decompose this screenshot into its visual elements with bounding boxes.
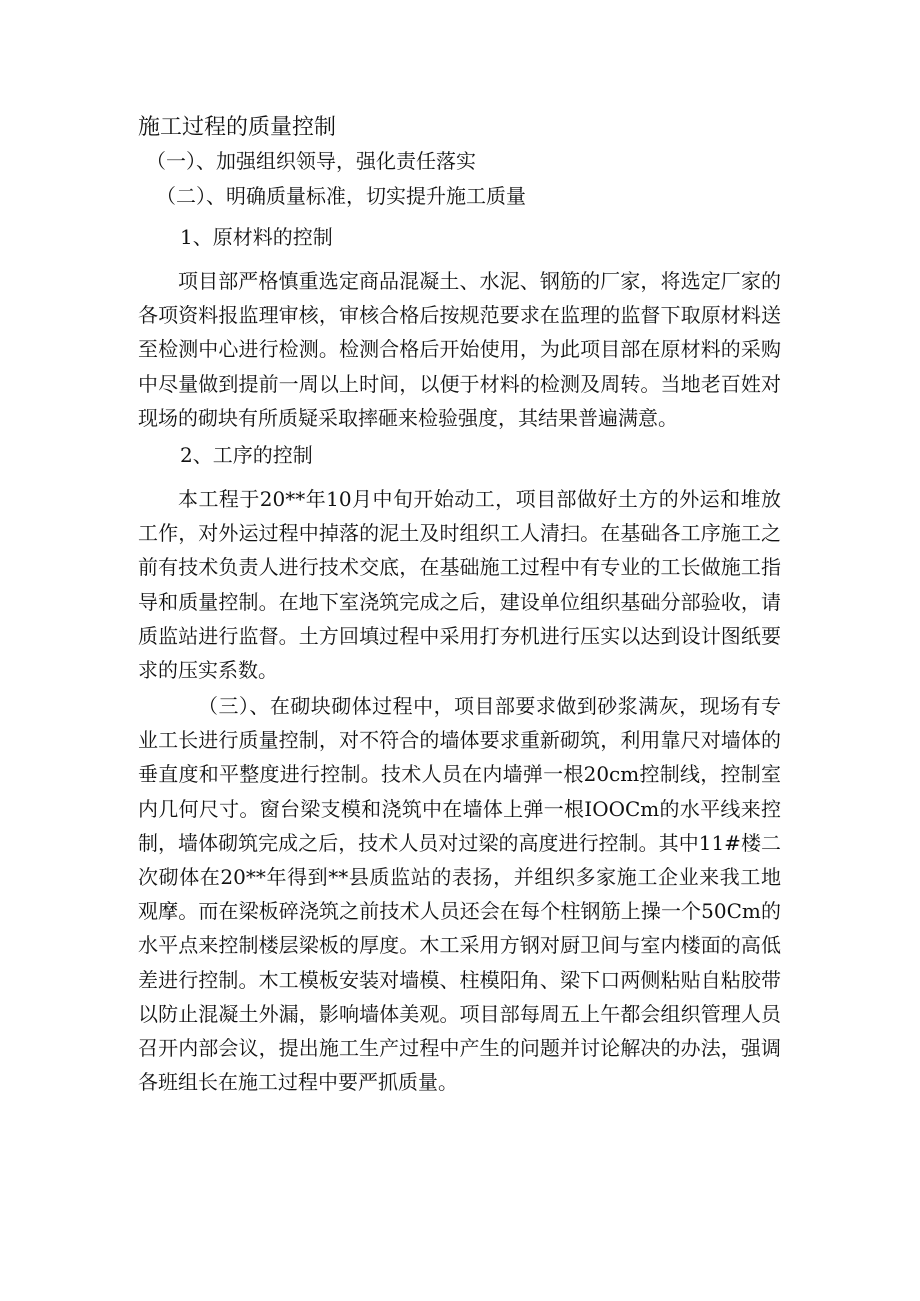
section-heading-1: （一）、加强组织领导，强化责任落实 [146,149,476,173]
paragraph-process-control: 本工程于20**年10月中旬开始动工，项目部做好土方的外运和堆放工作，对外运过程中掉落的泥土及时组织工人清扫。在基础各工序施工之前有技术负责人进行技术交底，在基础施工过程中有专业的工长做施工指导和质量控制。在地下室浇筑完成之后，建设单位组织基础分部验收，请质监站进行监督。土方回填过程中采用打夯机进行压实以达到设计图纸要求的压实系数。 [138,487,781,683]
section-heading-2: （二）、明确质量标准，切实提升施工质量 [156,184,526,208]
subsection-heading-2: 2、工序的控制 [180,443,313,467]
paragraph-raw-materials: 项目部严格慎重选定商品混凝土、水泥、钢筋的厂家，将选定厂家的各项资料报监理审核，审核合格后按规范要求在监理的监督下取原材料送至检测中心进行检测。检测合格后开始使用，为此项目部在原材料的采购中尽量做到提前一周以上时间，以便于材料的检测及周转。当地老百姓对现场的砌块有所质疑采取摔砸来检验强度，其结果普遍满意。 [138,269,781,430]
subsection-heading-1: 1、原材料的控制 [180,225,333,249]
paragraph-masonry: （三）、在砌块砌体过程中，项目部要求做到砂浆满灰，现场有专业工长进行质量控制，对不符合的墙体要求重新砌筑，利用靠尺对墙体的垂直度和平整度进行控制。技术人员在内墙弹一根20cm控制线，控制室内几何尺寸。窗台梁支模和浇筑中在墙体上弹一根IOOCm的水平线来控制，墙体砌筑完成之后，技术人员对过梁的高度进行控制。其中11#楼二次砌体在20**年得到**县质监站的表扬，并组织多家施工企业来我工地观摩。而在梁板碎浇筑之前技术人员还会在每个柱钢筋上操一个50Cm的水平点来控制楼层梁板的厚度。木工采用方钢对厨卫间与室内楼面的高低差进行控制。木工模板安装对墙模、柱模阳角、梁下口两侧粘贴自粘胶带以防止混凝土外漏，影响墙体美观。项目部每周五上午都会组织管理人员召开内部会议，提出施工生产过程中产生的问题并讨论解决的办法，强调各班组长在施工过程中要严抓质量。 [138,694,781,1095]
document-title: 施工过程的质量控制 [138,115,337,140]
